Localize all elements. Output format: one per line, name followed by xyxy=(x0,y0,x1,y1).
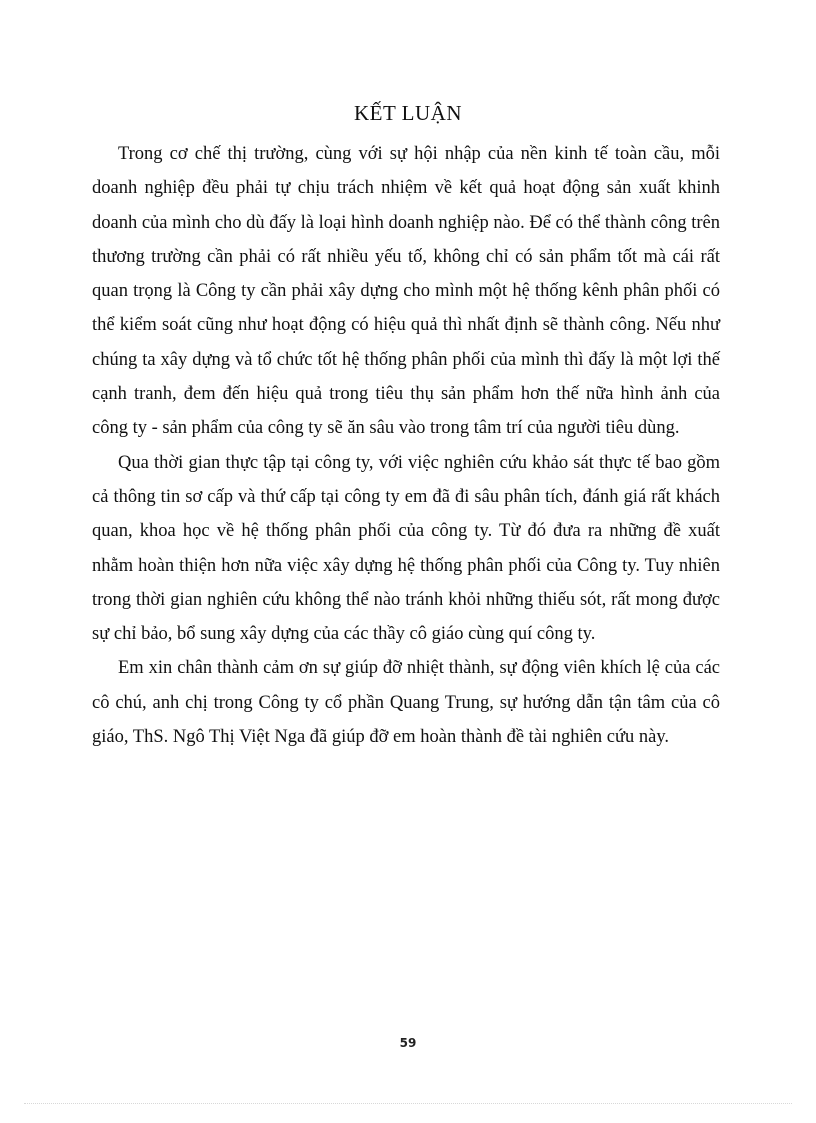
paragraph-3 xyxy=(92,651,720,754)
document-body xyxy=(92,137,720,754)
paragraph-1 xyxy=(92,137,720,446)
paragraph-2 xyxy=(92,446,720,652)
paragraph-1-text: Trong cơ chế thị trường, cùng với sự hội nhập của nền kinh tế toàn cầu, mỗi doanh nghiệp đều phải tự chịu trách nhiệm về kết quả hoạt động sản xuất khinh doanh của mình cho dù đấy là loại hình doanh nghiệp nào. Để có thể thành công trên thương trường cần phải có rất nhiều yếu tố, không chỉ có sản phẩm tốt mà cái rất quan trọng là Công ty cần phải xây dựng cho mình một hệ thống kênh phân phối có thể kiểm soát cũng như hoạt động có hiệu quả thì nhất định sẽ thành công. Nếu như chúng ta xây dựng và tổ chức tốt hệ thống phân phối của mình thì đấy là một lợi thế cạnh tranh, đem đến hiệu quả trong tiêu thụ sản phẩm hơn thế nữa hình ảnh của công ty - sản phẩm của công ty sẽ ăn sâu vào trong tâm trí của người tiêu dùng. xyxy=(92,144,720,439)
page-number: 59 xyxy=(399,1036,417,1050)
paragraph-2-text: Qua thời gian thực tập tại công ty, với việc nghiên cứu khảo sát thực tế bao gồm cả thông tin sơ cấp và thứ cấp tại công ty em đã đi sâu phân tích, đánh giá rất khách quan, khoa học về hệ thống phân phối của công ty. Từ đó đưa ra những đề xuất nhằm hoàn thiện hơn nữa việc xây dựng hệ thống phân phối của Công ty. Tuy nhiên trong thời gian nghiên cứu không thể nào tránh khỏi những thiếu sót, rất mong được sự chỉ bảo, bổ sung xây dựng của các thầy cô giáo cùng quí công ty. xyxy=(92,452,720,645)
footer-divider xyxy=(24,1103,792,1104)
page-title: KẾT LUẬN xyxy=(353,101,462,125)
paragraph-3-text: Em xin chân thành cảm ơn sự giúp đỡ nhiệt thành, sự động viên khích lệ của các cô chú, anh chị trong Công ty cổ phần Quang Trung, sự hướng dẫn tận tâm của cô giáo, ThS. Ngô Thị Việt Nga đã giúp đỡ em hoàn thành đề tài nghiên cứu này. xyxy=(92,658,720,748)
